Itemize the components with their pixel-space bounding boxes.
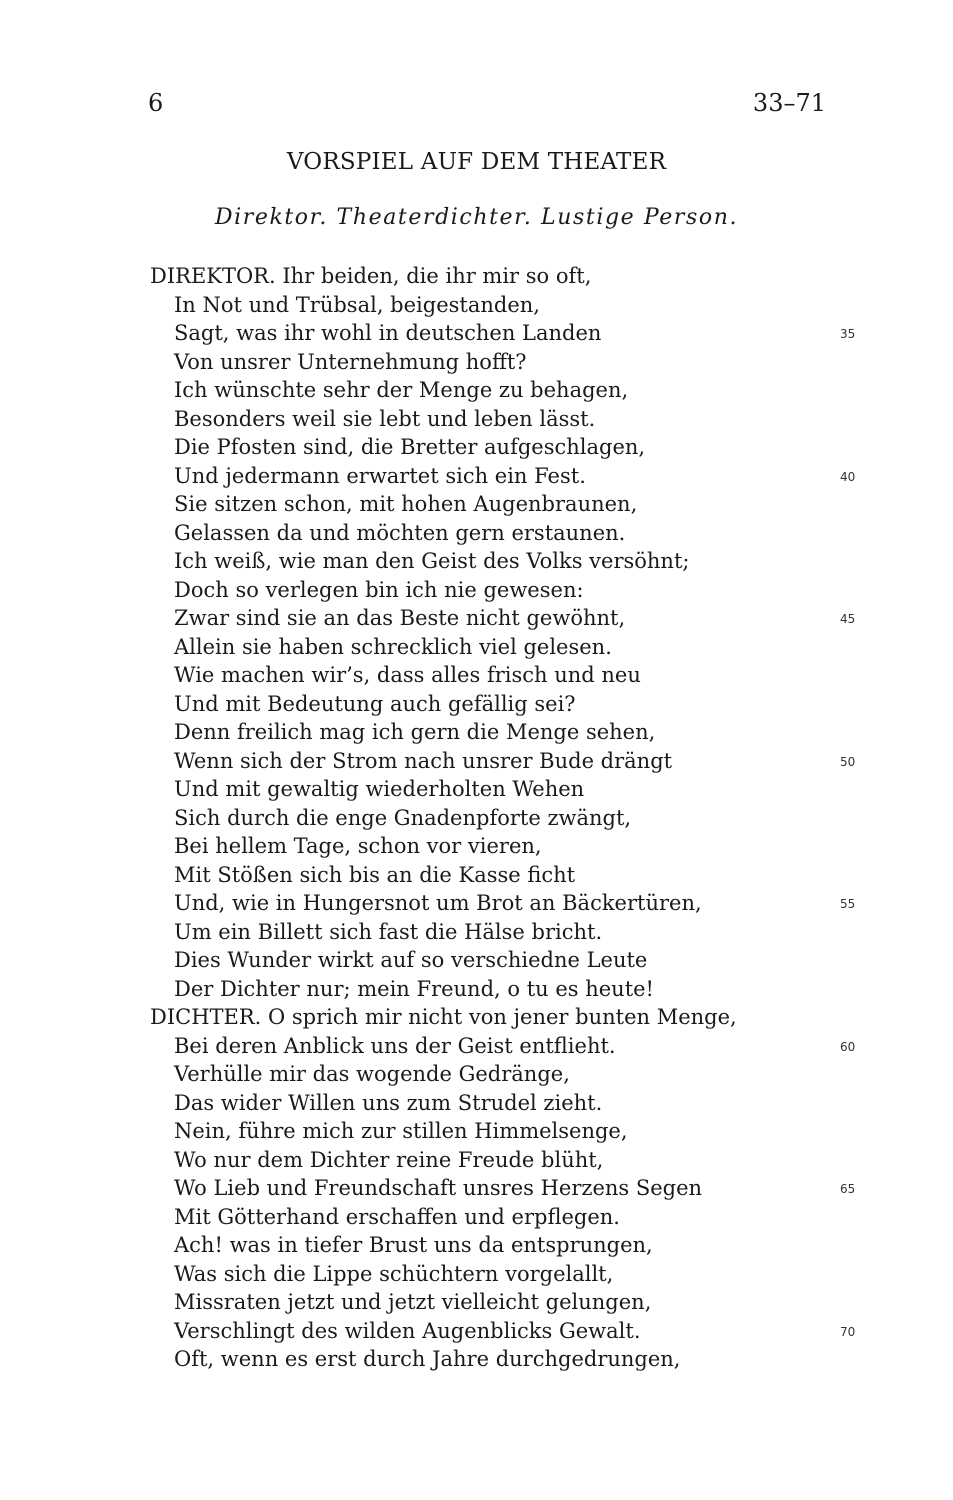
verse-line: [150, 747, 860, 776]
verse-line: [150, 1288, 860, 1317]
verse-block: [150, 262, 860, 1374]
verse-text: Der Dichter nur; mein Freund, o tu es heute!: [174, 976, 654, 1001]
verse-line: [150, 918, 860, 947]
verse-line: [150, 1231, 860, 1260]
verse-line: [150, 804, 860, 833]
verse-line: [150, 889, 860, 918]
verse-text: Und mit gewaltig wiederholten Wehen: [174, 777, 585, 801]
verse-text: Die Pfosten sind, die Bretter aufgeschlagen,: [174, 435, 646, 459]
verse-text: DIREKTOR. Ihr beiden, die ihr mir so oft,: [150, 264, 592, 288]
verse-text: Ich wünschte sehr der Menge zu behagen,: [174, 378, 629, 402]
verse-text: Was sich die Lippe schüchtern vorgelallt,: [174, 1261, 614, 1286]
verse-line: [150, 775, 860, 804]
verse-text: Um ein Billett sich fast die Hälse bricht.: [174, 919, 603, 944]
verse-line: [150, 348, 860, 377]
verse-text: Mit Götterhand erschaffen und erpflegen.: [174, 1204, 620, 1229]
verse-line: [150, 1003, 860, 1032]
line-range: 33–71: [752, 89, 826, 117]
verse-line: [150, 319, 860, 348]
section-title: VORSPIEL AUF DEM THEATER: [286, 149, 667, 175]
verse-text: Ich weiß, wie man den Geist des Volks versöhnt;: [174, 549, 690, 573]
verse-text: In Not und Trübsal, beigestanden,: [174, 292, 540, 317]
verse-text: Denn freilich mag ich gern die Menge sehen,: [174, 720, 656, 744]
verse-line: [150, 1117, 860, 1146]
verse-text: Und, wie in Hungersnot um Brot an Bäckertüren,: [174, 891, 702, 915]
verse-line: [150, 376, 860, 405]
verse-text: Ach! was in tiefer Brust uns da entsprungen,: [174, 1233, 653, 1257]
verse-text: Nein, führe mich zur stillen Himmelsenge,: [174, 1119, 628, 1143]
verse-text: Allein sie haben schrecklich viel gelesen.: [174, 634, 612, 659]
line-number: 65: [840, 1182, 856, 1196]
verse-text: Und mit Bedeutung auch gefällig sei?: [174, 691, 576, 716]
verse-text: Wie machen wir’s, dass alles frisch und neu: [174, 663, 641, 687]
verse-text: Zwar sind sie an das Beste nicht gewöhnt,: [174, 606, 626, 630]
verse-line: [150, 547, 860, 576]
running-header: [148, 86, 826, 120]
verse-line: [150, 1317, 860, 1346]
verse-text: Sagt, was ihr wohl in deutschen Landen: [174, 321, 602, 345]
verse-line: [150, 661, 860, 690]
verse-line: [150, 832, 860, 861]
verse-text: Von unsrer Unternehmung hofft?: [174, 349, 527, 374]
page-number: 6: [148, 89, 164, 117]
verse-text: Das wider Willen uns zum Strudel zieht.: [174, 1090, 603, 1115]
verse-text: Wo Lieb und Freundschaft unsres Herzens Segen: [174, 1176, 703, 1200]
verse-text: Bei hellem Tage, schon vor vieren,: [174, 834, 542, 858]
line-number: 50: [840, 754, 856, 769]
verse-text: Gelassen da und möchten gern erstaunen.: [174, 520, 626, 545]
verse-line: [150, 262, 860, 291]
verse-text: Und jedermann erwartet sich ein Fest.: [174, 463, 586, 488]
verse-line: [150, 1089, 860, 1118]
verse-line: [150, 1260, 860, 1289]
line-number: 35: [840, 327, 856, 341]
verse-line: [150, 1203, 860, 1232]
verse-text: Doch so verlegen bin ich nie gewesen:: [174, 577, 584, 602]
verse-line: [150, 633, 860, 662]
verse-text: Sich durch die enge Gnadenpforte zwängt,: [174, 805, 632, 830]
verse-text: Dies Wunder wirkt auf so verschiedne Leute: [174, 948, 648, 972]
line-number: 60: [840, 1039, 856, 1054]
verse-line: [150, 718, 860, 747]
verse-line: [150, 490, 860, 519]
verse-text: DICHTER. O sprich mir nicht von jener bunten Menge,: [150, 1005, 737, 1029]
verse-line: [150, 1060, 860, 1089]
verse-text: Missraten jetzt und jetzt vielleicht gelungen,: [174, 1290, 652, 1314]
verse-line: [150, 405, 860, 434]
verse-line: [150, 462, 860, 491]
verse-text: Verhülle mir das wogende Gedränge,: [174, 1062, 570, 1086]
line-number: 45: [840, 612, 856, 626]
verse-text: Oft, wenn es erst durch Jahre durchgedrungen,: [174, 1347, 681, 1371]
verse-text: Bei deren Anblick uns der Geist entflieht.: [174, 1033, 616, 1058]
verse-line: [150, 604, 860, 633]
verse-line: [150, 576, 860, 605]
verse-line: [150, 291, 860, 320]
verse-line: [150, 433, 860, 462]
verse-text: Wenn sich der Strom nach unsrer Bude drängt: [174, 748, 673, 773]
verse-line: [150, 861, 860, 890]
verse-text: Wo nur dem Dichter reine Freude blüht,: [174, 1147, 604, 1172]
verse-text: Verschlingt des wilden Augenblicks Gewalt.: [174, 1318, 641, 1343]
verse-line: [150, 1146, 860, 1175]
verse-line: [150, 946, 860, 975]
verse-line: [150, 1345, 860, 1374]
line-number: 55: [840, 897, 856, 911]
verse-line: [150, 519, 860, 548]
line-number: 70: [840, 1324, 856, 1339]
line-number: 40: [840, 469, 856, 484]
verse-line: [150, 975, 860, 1004]
verse-text: Besonders weil sie lebt und leben lässt.: [174, 406, 596, 431]
verse-text: Mit Stößen sich bis an die Kasse ficht: [174, 862, 576, 887]
verse-line: [150, 690, 860, 719]
verse-text: Sie sitzen schon, mit hohen Augenbraunen,: [174, 492, 638, 516]
verse-line: [150, 1032, 860, 1061]
cast-list: Direktor. Theaterdichter. Lustige Person.: [214, 205, 739, 230]
verse-line: [150, 1174, 860, 1203]
